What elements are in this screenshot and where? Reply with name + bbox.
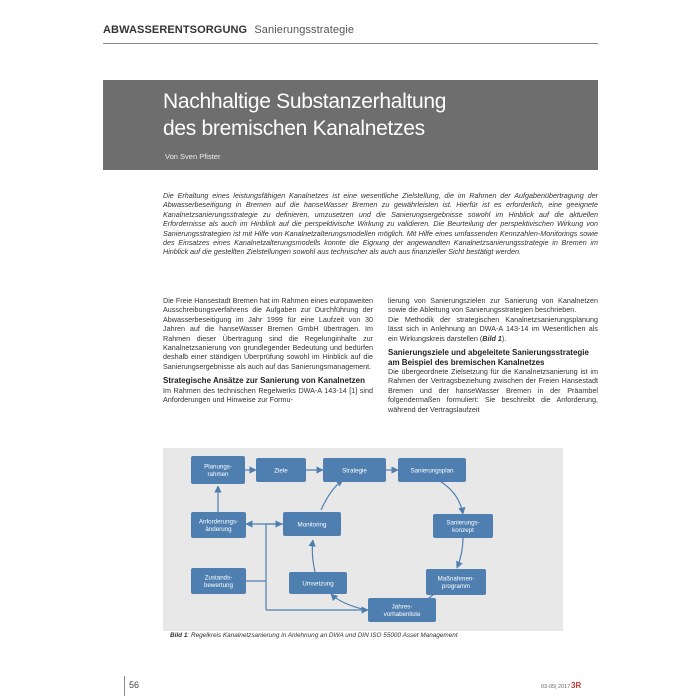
node-anforderungsaenderung <box>191 512 246 538</box>
section-label: ABWASSERENTSORGUNG <box>103 24 248 36</box>
arrow-jahres-umsetzung <box>331 594 366 610</box>
body-column-left <box>163 296 373 405</box>
node-zustandsbewertung <box>191 568 246 594</box>
figure-reference: Bild 1 <box>482 333 502 343</box>
node-label: Jahres- <box>391 603 413 611</box>
footer-divider <box>124 676 125 696</box>
arrow-umsetzung-monitoring <box>312 540 315 572</box>
body-paragraph: lierung von Sanierungszielen zur Sanierung von Kanalnetzen sowie die Ableitung von Sanierungsstrategien beschrieben. <box>388 296 598 315</box>
text-span: Die Methodik der strategischen Kanalnetzsanierungsplanung lässt sich in Anlehnung an DWA-A 143-14 im Wesentlichen als ein Wirkungskreis darstellen ( <box>388 314 598 343</box>
arrow-sanierungsplan-konzept <box>438 480 463 514</box>
node-label: vorhabenliste <box>383 611 421 619</box>
figure-caption <box>170 632 590 639</box>
node-label: Strategie <box>342 467 367 475</box>
node-label: änderung <box>205 526 232 534</box>
issue-label: 03-05| 2017 <box>541 684 571 690</box>
subsection-label: Sanierungsstrategie <box>254 24 355 36</box>
body-paragraph: Im Rahmen des technischen Regelwerks DWA-A 143-14 [1] sind Anforderungen und Hinweise zur Formu- <box>163 385 373 405</box>
node-label: Umsetzung <box>302 580 334 588</box>
text-span: ). <box>501 333 507 343</box>
node-jahresvorhabenliste <box>368 598 436 622</box>
section-heading: Strategische Ansätze zur Sanierung von Kanalnetzen <box>163 376 365 386</box>
author-byline: Von Sven Pfister <box>165 152 221 161</box>
node-strategie <box>323 458 386 482</box>
arrow-konzept-massnahmen <box>457 538 463 568</box>
abstract: Die Erhaltung eines leistungsfähigen Kanalnetzes ist eine wesentliche Zielstellung, die im Rahmen der Aufgabenübertragung der Abwasserbeseitigung in Bremen auf die hanseWasser Bremen zu gewährleisten ist. Hierfür ist es erforderlich, eine geeignete Kanalnetzsanierungsstrategie zu definieren, umzusetzen und die Sanierungsergebnisse sowohl im Hinblick auf die aktuellen Erfordernisse als auch im Hinblick auf die perspektivische Wirkung zu validieren. Die Beurteilung der perspektivischen Wirkung von Sanierungsstrategien ist mit Hilfe von Kanalnetzalterungsmodellen möglich. Mit Hilfe eines umfassenden Kennzahlen-Monitorings sowie des Einsatzes eines Kanalnetzalterungsmodells konnte die Eignung der angewandten Kanalnetzsanierungsstrategie in Bremen im Hinblick auf die gestellten Zielstellungen sowohl aus technischer als auch aus finanzieller Sicht bestätigt werden. <box>163 191 598 257</box>
figure-diagram <box>163 448 563 631</box>
cycle-diagram <box>163 448 563 631</box>
title-line-1: Nachhaltige Substanzerhaltung <box>163 90 447 113</box>
node-label: programm <box>441 583 471 591</box>
node-umsetzung <box>289 572 347 594</box>
article-title <box>163 88 446 142</box>
running-header <box>103 24 598 44</box>
node-label: Anforderungs- <box>198 518 239 526</box>
node-planungsrahmen <box>191 456 245 484</box>
node-label: Maßnahmen- <box>437 575 475 583</box>
node-label: Planungs- <box>204 463 232 471</box>
body-paragraph: Die übergeordnete Zielsetzung für die Kanalnetzsanierung ist im Rahmen der Vertragsbeziehung zwischen der Freien Hansestadt Bremen und der hanseWasser Bremen in der Präambel folgendermaßen formuliert: Sie beschreibt die Anforderung, während der Vertragslaufzeit <box>388 367 598 414</box>
title-line-2: des bremischen Kanalnetzes <box>163 117 425 140</box>
caption-text: : Regelkreis Kanalnetzsanierung in Anlehnung an DWA und DIN ISO 55000 Asset Management <box>187 632 458 639</box>
node-label: Sanierungs- <box>446 519 480 527</box>
node-massnahmenprogramm <box>426 569 486 595</box>
section-heading: Sanierungsziele und abgeleitete Sanierungsstrategie am Beispiel des bremischen Kanalnetzes <box>388 348 589 367</box>
body-paragraph: Die Freie Hansestadt Bremen hat im Rahmen eines europaweiten Ausschreibungsverfahrens die Aufgaben zur Durchführung der Abwasserbeseitigung im Jahr 1999 für eine Laufzeit von 30 Jahren auf die hanseWasser Bremen GmbH übertragen. Im Rahmen dieser Übertragung sind die Regelunginhalte zur Kanalnetzsanierung von grundlegender Bedeutung und bedürfen deshalb einer ständigen Überprüfung sowohl im Hinblick auf die Sanierungsergebnisse als auch auf das Sanierungsmanagement. <box>163 296 373 371</box>
caption-label: Bild 1 <box>170 632 188 639</box>
arrow-monitoring-strategie <box>321 480 343 510</box>
node-monitoring <box>283 512 341 536</box>
node-label: Sanierungsplan <box>410 467 454 475</box>
node-ziele <box>256 458 306 482</box>
node-label: Zustands- <box>204 574 233 582</box>
journal-logo: 3R <box>571 681 582 690</box>
body-column-right <box>388 296 598 414</box>
node-sanierungskonzept <box>433 514 493 538</box>
node-label: konzept <box>452 527 474 535</box>
title-banner <box>103 80 598 170</box>
node-label: bewertung <box>204 582 233 590</box>
body-paragraph <box>388 315 598 343</box>
node-label: Monitoring <box>297 521 327 529</box>
node-label: rahmen <box>207 471 229 479</box>
node-label: Ziele <box>274 467 288 475</box>
page-number: 56 <box>129 680 140 690</box>
node-sanierungsplan <box>398 458 466 482</box>
